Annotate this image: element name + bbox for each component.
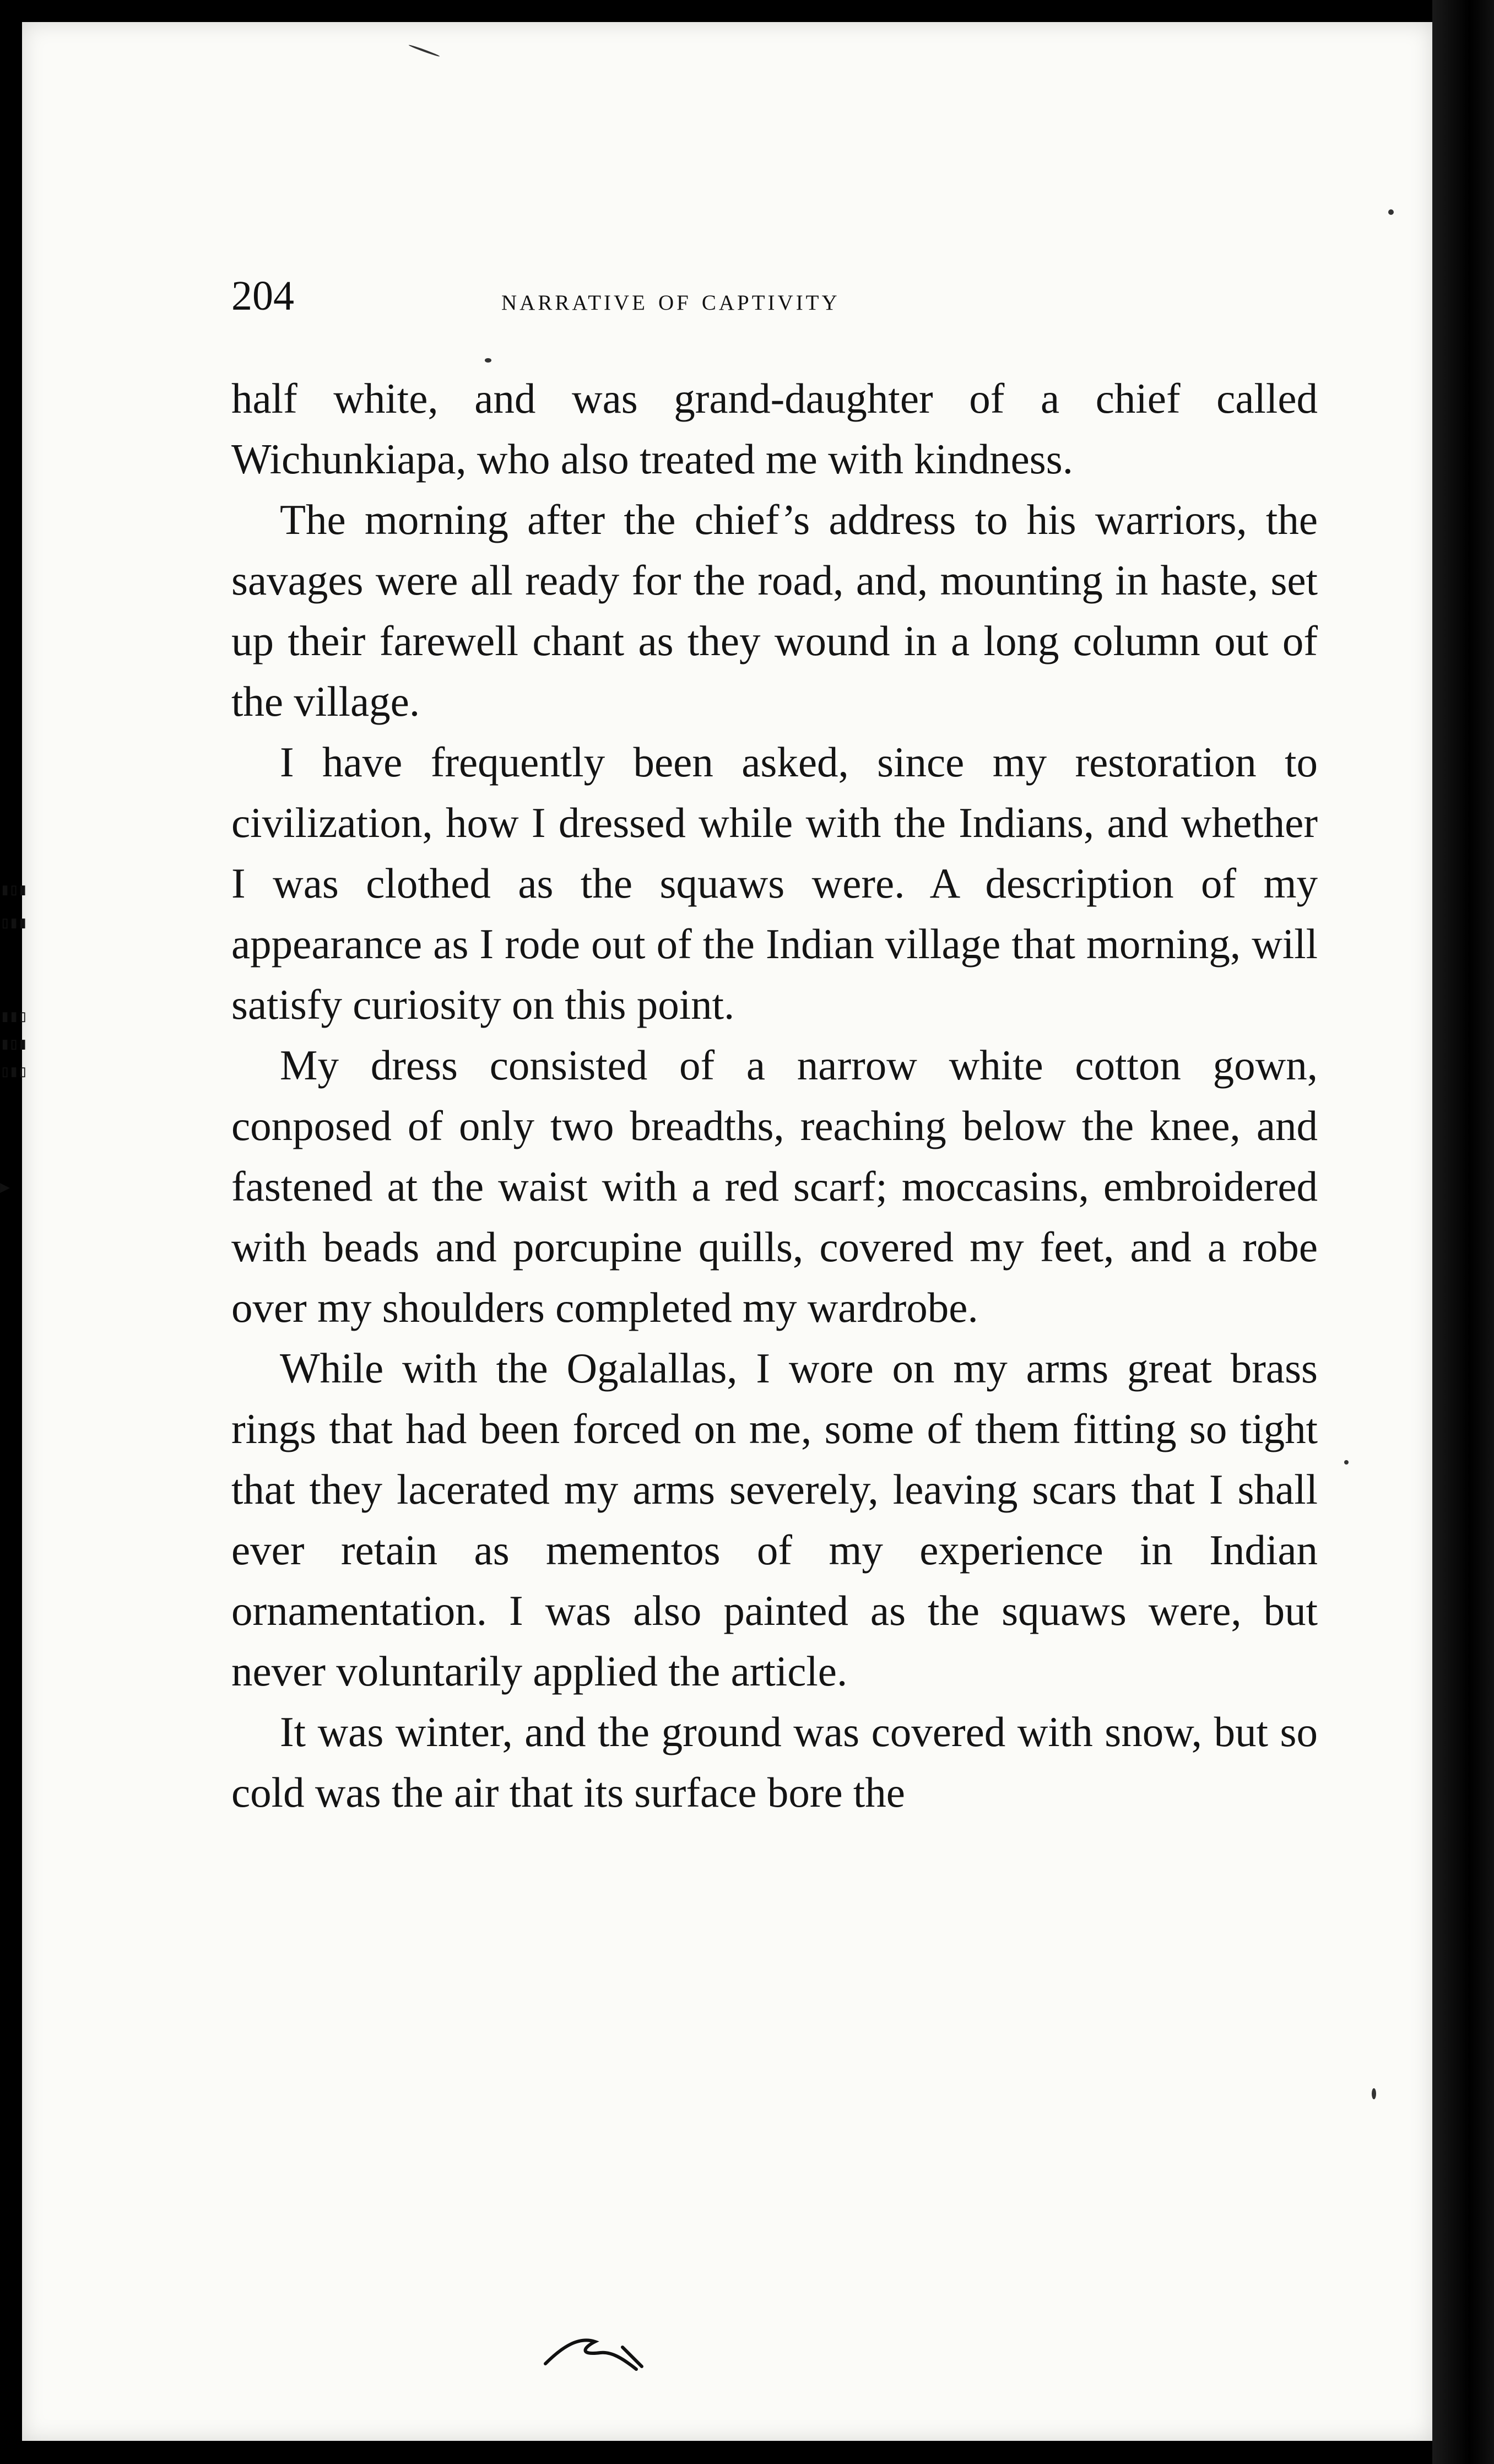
body-text (231, 368, 1318, 1823)
paragraph: It was winter, and the ground was covered with snow, but so cold was the air that its surface bore the (231, 1708, 1318, 1816)
scan-border-top (0, 0, 1494, 22)
page-header (231, 271, 1322, 321)
bleed-through-mark: ▯▮▮ (0, 913, 27, 932)
ink-flourish-mark (540, 2325, 650, 2375)
scan-speck (1372, 2088, 1376, 2099)
scan-speck (1388, 209, 1394, 215)
scan-border-right (1432, 0, 1494, 2464)
scan-border-bottom (0, 2441, 1494, 2464)
bleed-through-mark: ▮▮▯ (0, 1007, 27, 1026)
scan-border-left (0, 0, 22, 2464)
running-head: narrative of captivity (501, 283, 840, 317)
bleed-through-mark: ▶ (0, 1177, 9, 1197)
scan-speck (485, 358, 491, 363)
page-number: 204 (231, 273, 294, 319)
paragraph: The morning after the chief’s address to his warriors, the savages were all ready for the road, and, mounting in haste, set up their farewell chant as they wound in a long column out of the village. (231, 496, 1318, 725)
bleed-through-mark: ▮▯▮ (0, 1034, 27, 1053)
paragraph: half white, and was grand-daughter of a chief called Wichunkiapa, who also treated me with kindness. (231, 375, 1318, 483)
scan-speck (1344, 1460, 1349, 1465)
bleed-through-mark: ▮▯▮ (0, 880, 27, 899)
paragraph: My dress consisted of a narrow white cotton gown, conposed of only two breadths, reaching below the knee, and fastened at the waist with a red scarf; moccasins, embroidered with beads and porcupine quills, covered my feet, and a robe over my shoulders completed my wardrobe. (231, 1041, 1318, 1331)
paragraph: While with the Ogalallas, I wore on my arms great brass rings that had been forced on me, some of them fitting so tight that they lacerated my arms severely, leaving scars that I shall ever retain as mementos of my experience in Indian ornamentation. I was also painted as the squaws were, but never voluntarily applied the article. (231, 1344, 1318, 1695)
paragraph: I have frequently been asked, since my restoration to civilization, how I dressed while with the Indians, and whether I was clothed as the squaws were. A description of my appearance as I rode out of the Indian village that morning, will satisfy curiosity on this point. (231, 738, 1318, 1028)
bleed-through-mark: ▯▮▯ (0, 1062, 27, 1081)
